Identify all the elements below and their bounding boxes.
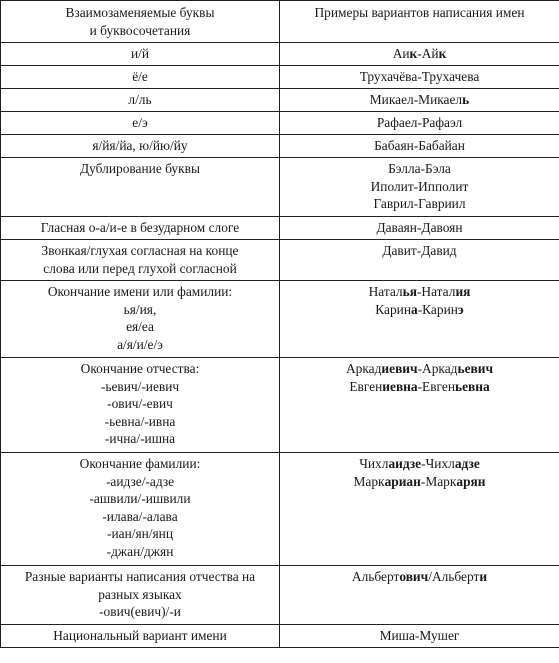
example-line — [286, 378, 553, 396]
text-fragment: Аи — [392, 46, 410, 61]
example-cell — [280, 66, 559, 89]
text-fragment: Трухачёва-Трухачева — [359, 69, 480, 84]
text-fragment: Чихл — [359, 456, 389, 471]
letters-cell — [1, 66, 280, 89]
letters-cell — [1, 158, 280, 217]
letters-cell — [1, 89, 280, 112]
example-line — [286, 114, 553, 132]
text-fragment: -Чихл — [421, 456, 455, 471]
highlighted-fragment: ьевич — [457, 361, 494, 376]
text-fragment: Аркад — [345, 361, 382, 376]
example-line — [286, 283, 553, 301]
letters-cell — [1, 217, 280, 240]
letters-line: Национальный вариант имени — [53, 628, 227, 643]
letters-cell — [1, 453, 280, 566]
highlighted-fragment: к — [438, 46, 447, 61]
letters-line: я/йя/йа, ю/йю/йу — [92, 138, 188, 153]
highlighted-fragment: адзе — [454, 456, 480, 471]
text-fragment: Альберт — [351, 569, 400, 584]
example-cell — [280, 89, 559, 112]
letters-line: ё/е — [132, 69, 148, 84]
table-row — [1, 566, 559, 625]
text-fragment: -Евген — [417, 378, 455, 394]
highlighted-fragment: а — [411, 301, 418, 317]
letters-cell — [1, 358, 280, 453]
table-row — [1, 281, 559, 358]
highlighted-fragment: к — [409, 46, 418, 61]
letters-line: -джан/джян — [106, 543, 174, 559]
example-cell — [280, 158, 559, 217]
letters-cell — [1, 240, 280, 281]
table-row — [1, 112, 559, 135]
highlighted-fragment: ья — [402, 284, 417, 299]
example-line — [286, 45, 553, 63]
text-fragment: Даваян-Давоян — [376, 220, 463, 235]
header-interchangeable-letters: Взаимозаменяемые буквы и буквосочетания — [1, 1, 280, 43]
example-cell — [280, 135, 559, 158]
example-cell — [280, 43, 559, 66]
example-cell — [280, 240, 559, 281]
letters-line: Гласная о-а/и-е в безударном слоге — [40, 220, 240, 235]
letters-cell — [1, 281, 280, 358]
example-line — [286, 68, 553, 86]
highlighted-fragment: э — [457, 301, 464, 317]
example-cell — [280, 566, 559, 625]
text-fragment: Бабаян-Бабайан — [374, 138, 465, 153]
example-line — [286, 137, 553, 155]
example-line — [286, 219, 553, 237]
example-line — [286, 242, 553, 260]
table-row — [1, 43, 559, 66]
header-name-examples: Примеры вариантов написания имен — [280, 1, 559, 43]
example-cell — [280, 281, 559, 358]
text-fragment: Иполит-Ипполит — [370, 178, 469, 194]
table-body — [1, 43, 559, 648]
letters-line: Окончание отчества: — [80, 361, 200, 376]
letters-line: разных языках — [98, 586, 182, 602]
text-fragment: Рафаел-Рафаэл — [376, 115, 463, 130]
letters-cell — [1, 625, 280, 648]
letters-line: Окончание имени или фамилии: — [47, 284, 233, 299]
example-line — [286, 627, 553, 645]
table-row — [1, 66, 559, 89]
example-line — [286, 360, 553, 378]
example-line — [286, 568, 553, 586]
letters-line: -аидзе/-адзе — [105, 473, 175, 489]
letters-line: а/я/и/е/э — [117, 336, 163, 352]
text-fragment: Гаврил-Гавриил — [373, 196, 466, 212]
letters-line: Звонкая/глухая согласная на конце — [41, 243, 239, 258]
letters-line: е/э — [132, 115, 148, 130]
example-cell — [280, 112, 559, 135]
text-fragment: -Ай — [417, 46, 439, 61]
letters-line: -ьевна/-ивна — [104, 413, 176, 429]
highlighted-fragment: аидзе — [388, 456, 422, 471]
text-fragment: Миша-Мушег — [379, 628, 460, 643]
example-line — [286, 473, 553, 491]
text-fragment: Микаел-Микаел — [369, 92, 463, 107]
table-row — [1, 89, 559, 112]
letters-line: л/ль — [128, 92, 152, 107]
letters-cell — [1, 112, 280, 135]
example-line — [286, 160, 553, 178]
text-fragment: -Марк — [420, 473, 457, 489]
letters-line: ья/ия, — [123, 301, 157, 317]
letters-line: -ашвили/-ишвили — [89, 491, 191, 507]
table-row — [1, 240, 559, 281]
text-fragment: Евген — [349, 378, 383, 394]
text-fragment: -Натал — [416, 284, 456, 299]
letters-line: -ична/-ишна — [104, 431, 176, 447]
example-cell — [280, 453, 559, 566]
highlighted-fragment: и — [479, 569, 488, 584]
letters-cell — [1, 43, 280, 66]
example-line — [286, 455, 553, 473]
text-fragment: Карин — [375, 301, 412, 317]
letters-line: -иан/ян/янц — [107, 526, 173, 542]
text-fragment: -Аркад — [417, 361, 458, 376]
table-row — [1, 135, 559, 158]
highlighted-fragment: ариан — [384, 473, 421, 489]
example-cell — [280, 358, 559, 453]
highlighted-fragment: иевич — [381, 361, 418, 376]
text-fragment: Натал — [368, 284, 403, 299]
example-cell — [280, 217, 559, 240]
letters-line: -ович(евич)/-и — [99, 604, 181, 620]
text-fragment: Марк — [353, 473, 385, 489]
highlighted-fragment: ович — [399, 569, 429, 584]
example-line — [286, 301, 553, 319]
table-row — [1, 217, 559, 240]
text-fragment: -Карин — [417, 301, 458, 317]
highlighted-fragment: иевна — [382, 378, 418, 394]
letters-line: ея/еа — [126, 319, 154, 335]
text-fragment: Давит-Давид — [382, 243, 457, 258]
example-line — [286, 91, 553, 109]
table-row — [1, 358, 559, 453]
highlighted-fragment: ия — [455, 284, 471, 299]
table-header-row — [1, 1, 559, 43]
table-row — [1, 625, 559, 648]
letters-line: -ович/-евич — [107, 396, 173, 412]
highlighted-fragment: арян — [456, 473, 486, 489]
letters-cell — [1, 566, 280, 625]
table-row — [1, 158, 559, 217]
highlighted-fragment: ь — [462, 92, 470, 107]
example-line — [286, 178, 553, 196]
letters-line: -ьевич/-иевич — [100, 378, 180, 394]
text-fragment: /Альберт — [428, 569, 480, 584]
letters-cell — [1, 135, 280, 158]
letters-line: -илава/-алава — [102, 508, 178, 524]
example-cell — [280, 625, 559, 648]
example-line — [286, 195, 553, 213]
letters-line: Разные варианты написания отчества на — [24, 569, 256, 584]
letters-line: Окончание фамилии: — [79, 456, 201, 471]
letters-line: Дублирование буквы — [80, 161, 200, 176]
letters-line: слова или перед глухой согласной — [43, 260, 237, 276]
text-fragment: Бэлла-Бэла — [388, 161, 451, 176]
highlighted-fragment: ьевна — [454, 378, 490, 394]
letters-line: и/й — [130, 46, 150, 61]
table-row — [1, 453, 559, 566]
